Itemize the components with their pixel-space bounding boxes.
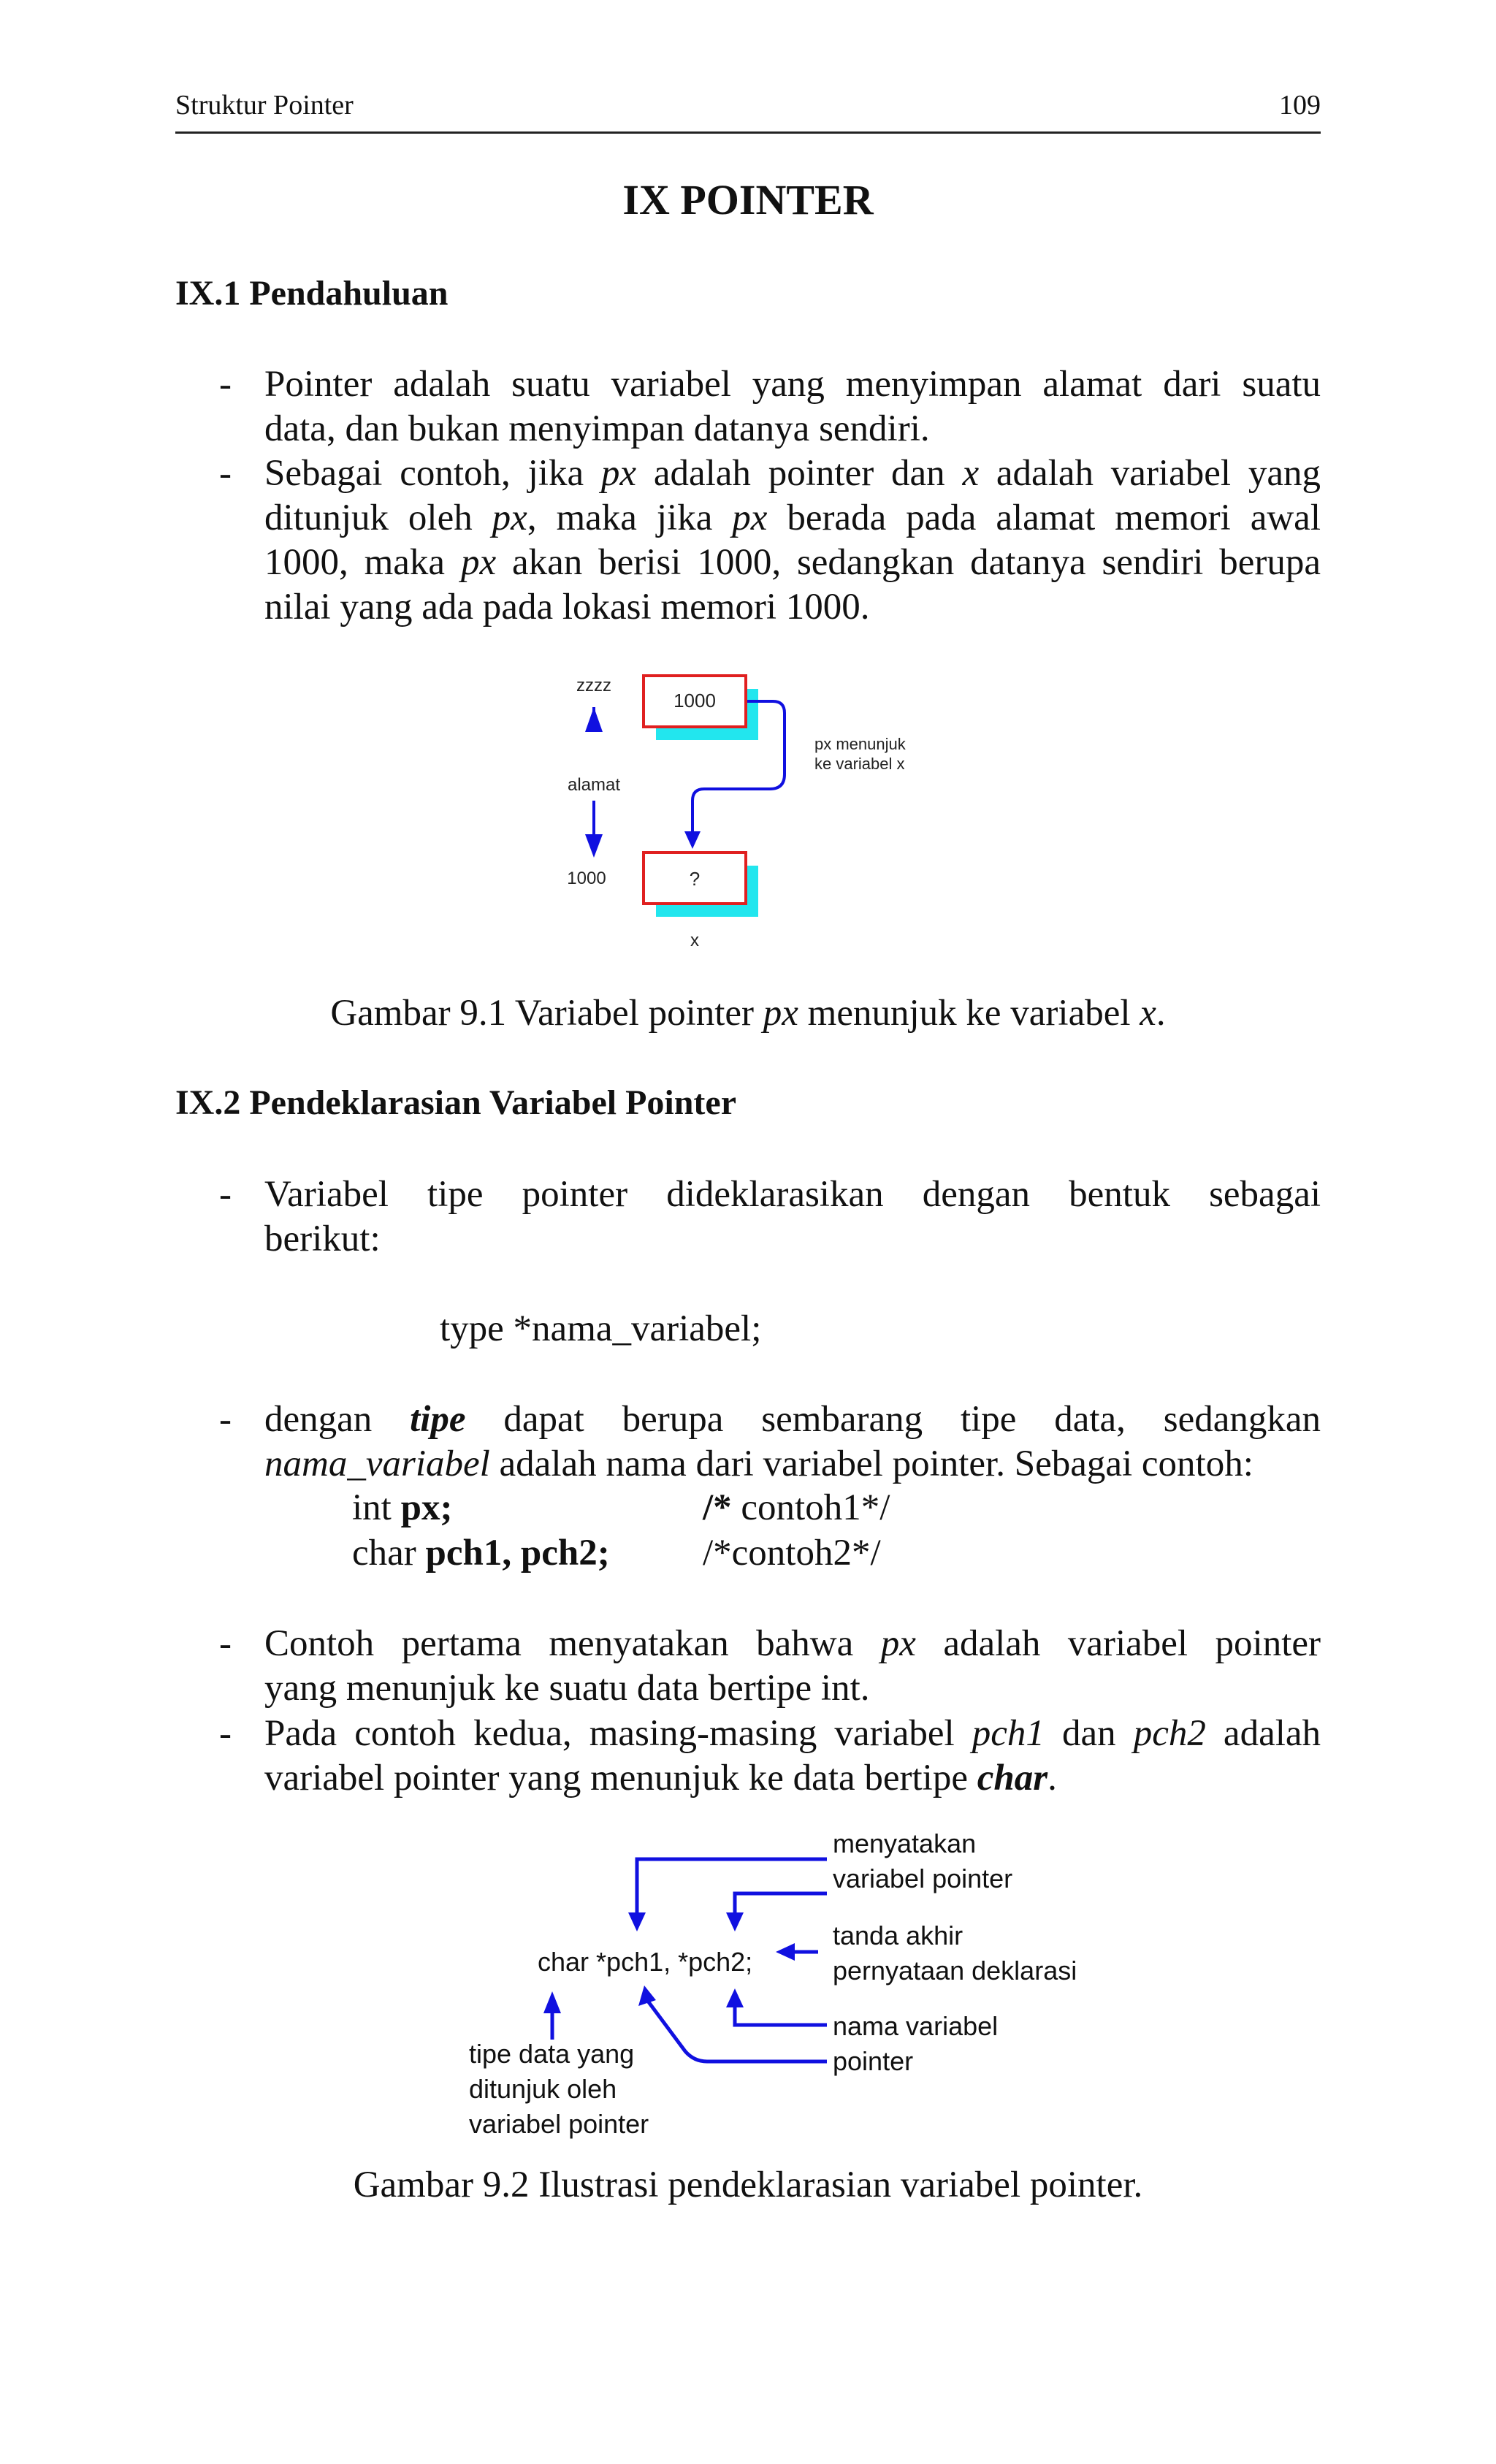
arrowhead-icon (543, 1991, 561, 2013)
arrow-pointer-star2 (735, 1893, 827, 1914)
text-line: Pada contoh kedua, masing-masing variabel pch1 dan pch2 adalah (264, 1713, 1321, 1754)
text-line: yang menunjuk ke suatu data bertipe int. (264, 1668, 870, 1709)
bullet-dash: - (219, 364, 232, 405)
arrowhead-icon (776, 1943, 795, 1961)
label-end-line1: tanda akhir (833, 1921, 963, 1950)
code-example-2: char pch1, pch2; (352, 1533, 610, 1574)
top-address-label: zzzz (576, 676, 611, 695)
bullet-example-two-explanation (264, 1712, 1321, 1801)
section-heading-pendahuluan: IX.1 Pendahuluan (175, 274, 449, 313)
figure-pointer-diagram (541, 665, 950, 972)
label-type-line1: tipe data yang (469, 2039, 635, 2069)
code-example-1: int px; (352, 1487, 453, 1528)
up-arrowhead-icon (585, 707, 603, 732)
label-name-line2: pointer (833, 2046, 914, 2076)
bullet-pointer-example (264, 451, 1321, 630)
declaration-code: char *pch1, *pch2; (538, 1947, 753, 1977)
figure-declaration-diagram (453, 1826, 1110, 2148)
text-line: dengan tipe dapat berupa sembarang tipe data, sedangkan (264, 1399, 1321, 1440)
bullet-pointer-definition (264, 362, 1321, 451)
label-type-line2: ditunjuk oleh (469, 2074, 617, 2104)
data-box-value: ? (689, 868, 701, 890)
label-pointer-line2: variabel pointer (833, 1864, 1013, 1893)
running-title: Struktur Pointer (175, 90, 354, 121)
running-header (175, 86, 1321, 134)
bullet-dash: - (219, 1713, 232, 1754)
arrow-pch2 (735, 2005, 827, 2025)
page-number: 109 (1279, 90, 1321, 121)
label-name-line1: nama variabel (833, 2011, 999, 2041)
arrow-note-line2: ke variabel x (814, 755, 905, 773)
text-line: nama_variabel adalah nama dari variabel pointer. Sebagai contoh: (264, 1443, 1253, 1484)
bullet-dash: - (219, 1623, 232, 1664)
text-line: Sebagai contoh, jika px adalah pointer dan x adalah variabel yang (264, 453, 1321, 494)
bullet-dash: - (219, 1174, 232, 1215)
text-line: 1000, maka px akan berisi 1000, sedangkan datanya sendiri berupa (264, 542, 1321, 583)
text-line: Variabel tipe pointer dideklarasikan dengan bentuk sebagai (264, 1174, 1321, 1215)
arrowhead-icon (628, 1912, 646, 1931)
connector-arrowhead-icon (684, 831, 701, 849)
bullet-example-one-explanation (264, 1622, 1321, 1711)
arrowhead-icon (726, 1912, 744, 1931)
bullet-declaration-form (264, 1172, 1321, 1262)
chapter-title: IX POINTER (622, 176, 874, 224)
pointer-box-value: 1000 (673, 690, 716, 712)
figure1-caption: Gambar 9.1 Variabel pointer px menunjuk ke variabel x. (330, 993, 1166, 1034)
bullet-dash: - (219, 1399, 232, 1440)
arrow-note-line1: px menunjuk (814, 735, 906, 753)
text-line: data, dan bukan menyimpan datanya sendiri. (264, 408, 930, 449)
axis-label-alamat: alamat (567, 775, 621, 795)
label-type-line3: variabel pointer (469, 2109, 649, 2139)
text-line: nilai yang ada pada lokasi memori 1000. (264, 587, 870, 628)
section-heading-deklarasi: IX.2 Pendeklarasian Variabel Pointer (175, 1083, 737, 1122)
bullet-dash: - (219, 453, 232, 494)
figure2-caption: Gambar 9.2 Ilustrasi pendeklarasian variabel pointer. (353, 2164, 1143, 2205)
arrow-pointer-star1 (637, 1859, 827, 1914)
text-line: ditunjuk oleh px, maka jika px berada pada alamat memori awal (264, 497, 1321, 538)
label-end-line2: pernyataan deklarasi (833, 1956, 1077, 1986)
text-line: Pointer adalah suatu variabel yang menyimpan alamat dari suatu (264, 364, 1321, 405)
declaration-syntax: type *nama_variabel; (440, 1308, 762, 1349)
code-comment-2: /*contoh2*/ (703, 1533, 881, 1574)
down-arrowhead-icon (585, 834, 603, 858)
bullet-tipe-description (264, 1397, 1321, 1487)
code-comment-1: /* contoh1*/ (703, 1487, 890, 1528)
text-line: berikut: (264, 1218, 381, 1259)
text-line: variabel pointer yang menunjuk ke data bertipe char. (264, 1758, 1057, 1799)
data-variable-name: x (690, 931, 699, 950)
text-line: Contoh pertama menyatakan bahwa px adalah variabel pointer (264, 1623, 1321, 1664)
bottom-address-label: 1000 (567, 869, 606, 888)
arrowhead-icon (638, 1986, 656, 2006)
arrow-pch1 (647, 2000, 827, 2061)
arrowhead-icon (726, 1988, 744, 2007)
label-pointer-line1: menyatakan (833, 1828, 977, 1858)
